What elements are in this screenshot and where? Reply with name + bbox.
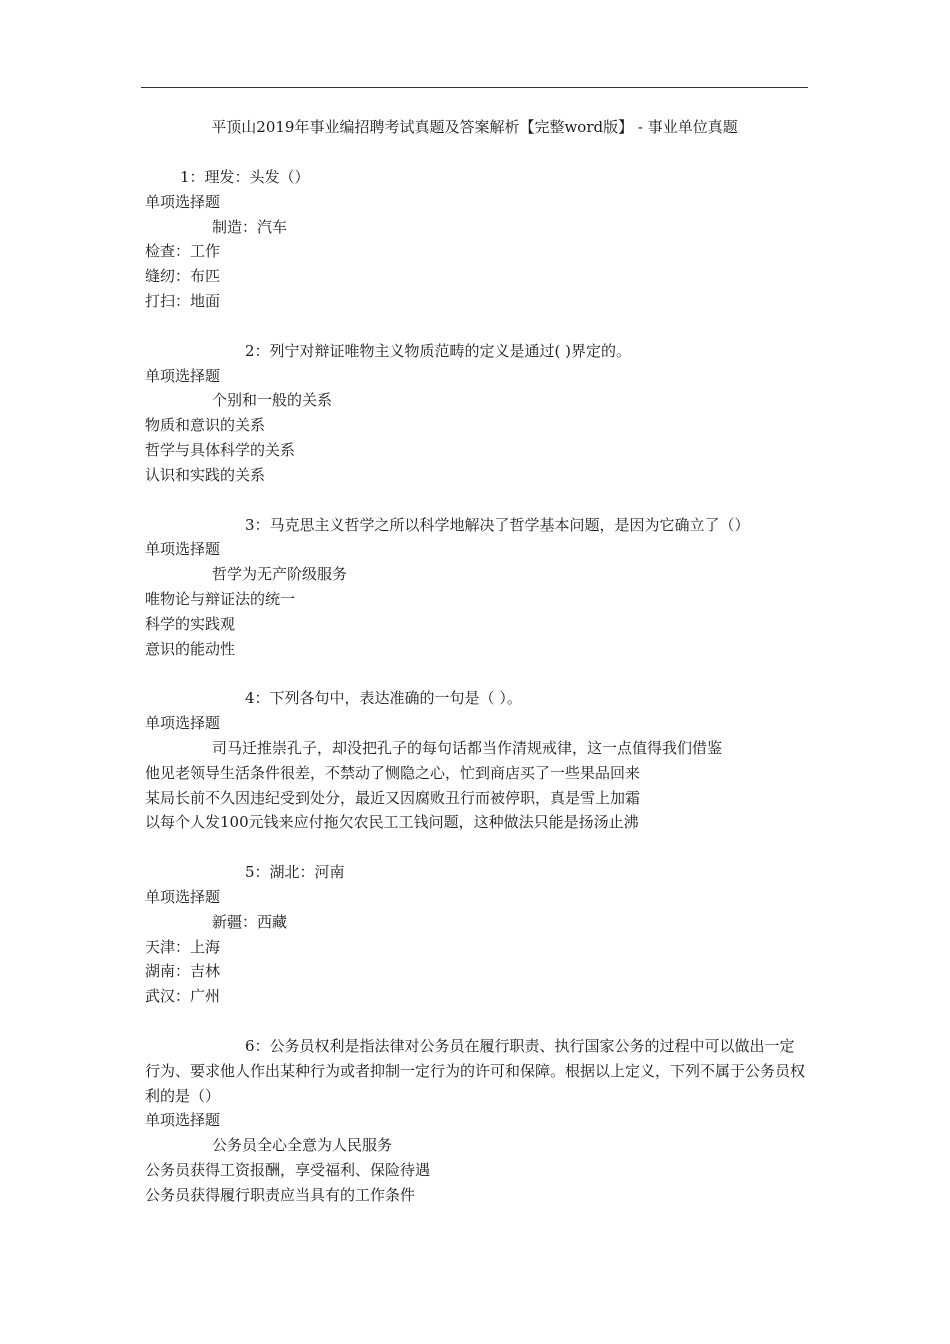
option-c: 湖南：吉林	[145, 962, 221, 981]
option-d: 认识和实践的关系	[145, 465, 266, 484]
document-title: 平顶山2019年事业编招聘考试真题及答案解析【完整word版】 - 事业单位真题	[211, 118, 738, 136]
option-a: 司马迁推崇孔子，却没把孔子的每句话都当作清规戒律，这一点值得我们借鉴	[212, 738, 723, 757]
option-c: 公务员获得履行职责应当具有的工作条件	[145, 1185, 416, 1204]
option-d: 意识的能动性	[145, 639, 236, 658]
option-d: 以每个人发100元钱来应付拖欠农民工工钱问题，这种做法只能是扬汤止沸	[145, 813, 639, 832]
question-stem: 5：湖北：河南	[245, 863, 345, 882]
question-3	[145, 513, 810, 662]
option-b: 物质和意识的关系	[145, 416, 266, 435]
question-stem: 3：马克思主义哲学之所以科学地解决了哲学基本问题，是因为它确立了（）	[245, 515, 750, 534]
question-stem: 1：理发：头发（）	[180, 168, 310, 186]
question-stem: 4：下列各句中，表达准确的一句是（ ）。	[245, 689, 522, 708]
option-b: 检查：工作	[145, 242, 221, 261]
question-2	[145, 339, 810, 488]
option-b: 天津：上海	[145, 937, 221, 956]
option-d: 打扫：地面	[145, 291, 221, 310]
option-a: 个别和一般的关系	[212, 391, 333, 410]
question-type: 单项选择题	[145, 540, 221, 559]
option-a: 公务员全心全意为人民服务	[212, 1136, 393, 1155]
option-a: 新疆：西藏	[212, 912, 288, 931]
option-a: 哲学为无产阶级服务	[212, 565, 348, 584]
option-c: 科学的实践观	[145, 614, 236, 633]
option-a: 制造：汽车	[212, 217, 288, 236]
option-b: 他见老领导生活条件很差，不禁动了恻隐之心，忙到商店买了一些果品回来	[145, 763, 641, 782]
question-6	[145, 1034, 810, 1208]
option-c: 缝纫：布匹	[145, 267, 221, 286]
question-1	[145, 165, 810, 314]
question-5	[145, 860, 810, 1009]
question-list	[145, 165, 810, 1232]
option-c: 哲学与具体科学的关系	[145, 440, 296, 459]
question-stem: 6：公务员权利是指法律对公务员在履行职责、执行国家公务的过程中可以做出一定行为、要求他人作出某种行为或者抑制一定行为的许可和保障。根据以上定义，下列不属于公务员权利的是（）	[145, 1036, 806, 1105]
question-type: 单项选择题	[145, 192, 221, 211]
option-b: 唯物论与辩证法的统一	[145, 589, 296, 608]
option-c: 某局长前不久因违纪受到处分，最近又因腐败丑行而被停职，真是雪上加霜	[145, 788, 641, 807]
option-b: 公务员获得工资报酬，享受福利、保险待遇	[145, 1160, 431, 1179]
header-rule	[141, 87, 808, 88]
question-type: 单项选择题	[145, 366, 221, 385]
question-type: 单项选择题	[145, 1111, 221, 1130]
question-type: 单项选择题	[145, 714, 221, 733]
question-stem: 2：列宁对辩证唯物主义物质范畴的定义是通过( )界定的。	[245, 341, 632, 360]
question-4	[145, 686, 810, 835]
option-d: 武汉：广州	[145, 987, 221, 1006]
question-type: 单项选择题	[145, 887, 221, 906]
